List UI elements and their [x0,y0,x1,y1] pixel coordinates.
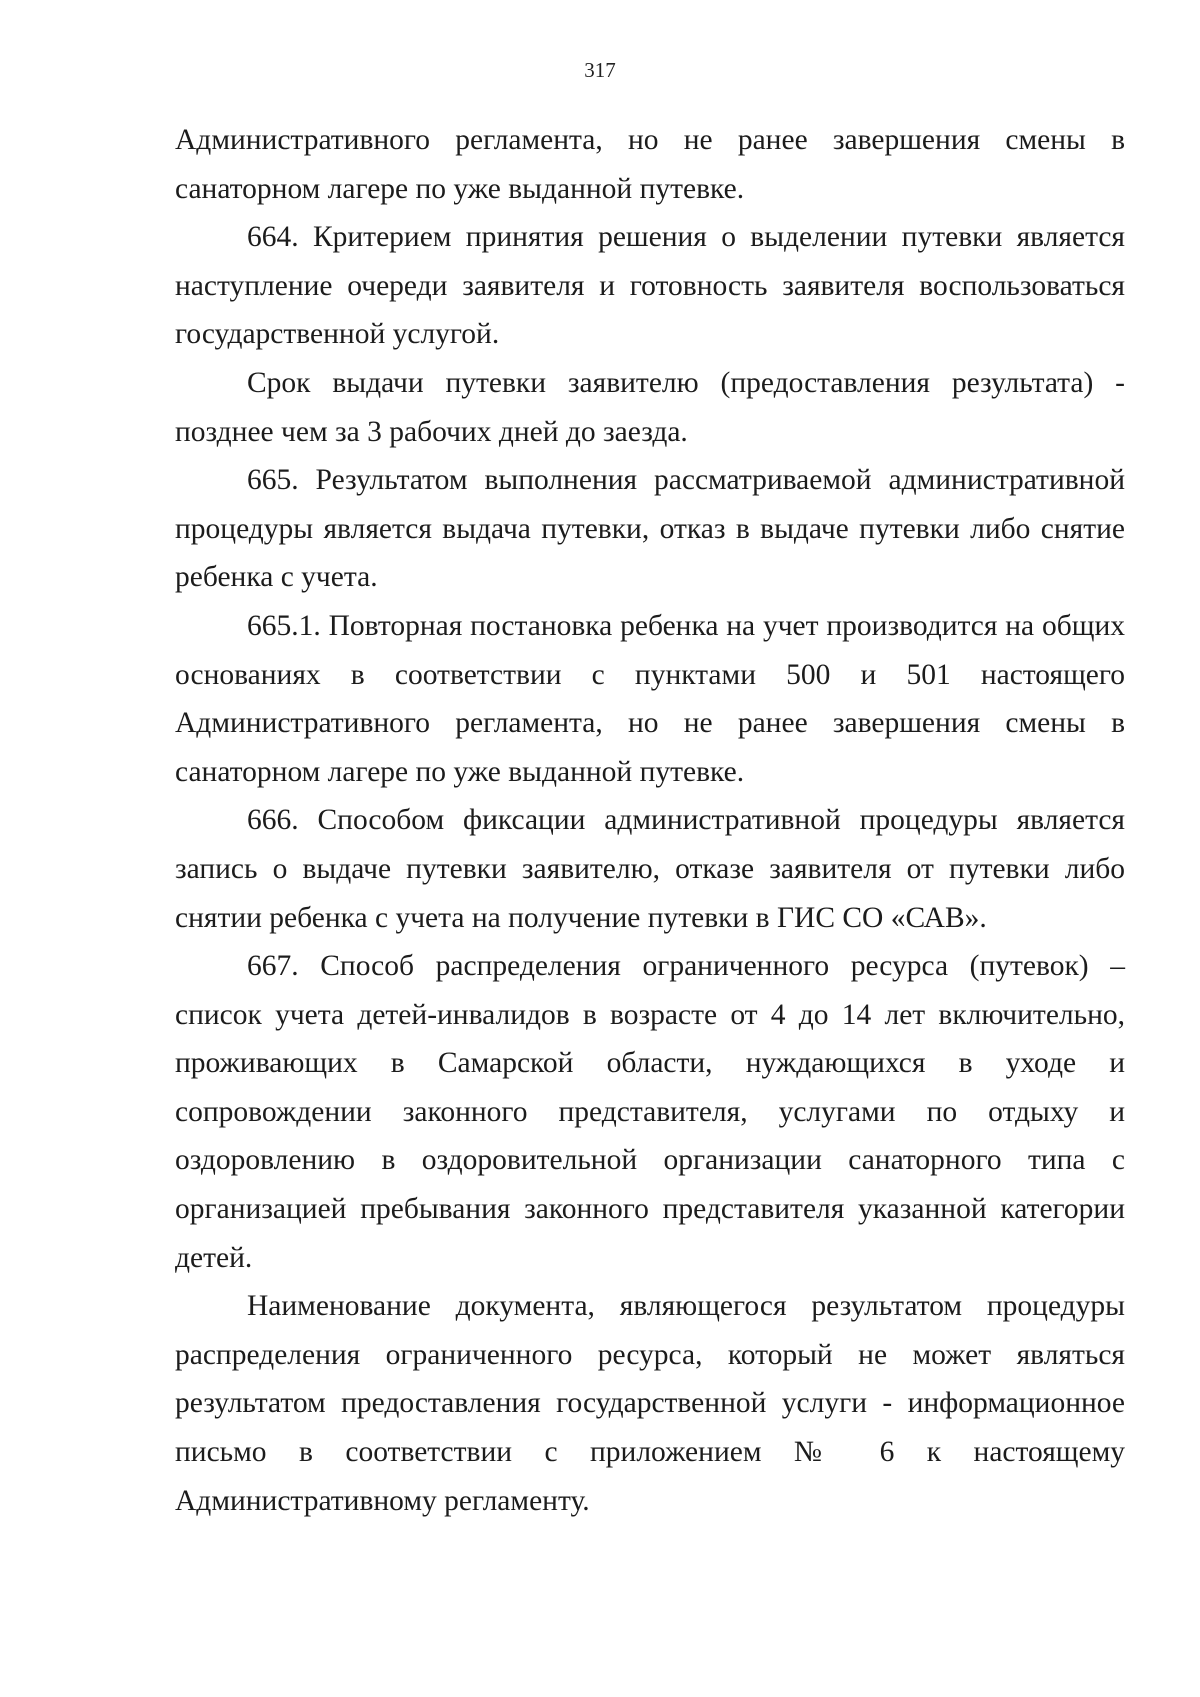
paragraph-664: 664. Критерием принятия решения о выделении путевки является наступление очереди заявителя и готовность заявителя воспользоваться государственной услугой. [175,221,1125,351]
paragraph-issue-deadline: Срок выдачи путевки заявителю (предоставления результата) - позднее чем за 3 рабочих дней до заезда. [175,366,1125,448]
paragraph-665-1: 665.1. Повторная постановка ребенка на учет производится на общих основаниях в соответствии с пунктами 500 и 501 настоящего Административного регламента, но не ранее завершения смены в санаторном лагере по уже выданной путевке. [175,609,1125,788]
paragraph-continuation: Административного регламента, но не ранее завершения смены в санаторном лагере по уже выданной путевке. [175,124,1125,205]
paragraph-667: 667. Способ распределения ограниченного ресурса (путевок) – список учета детей-инвалидов в возрасте от 4 до 14 лет включительно, проживающих в Самарской области, нуждающихся в уходе и сопровождении законного представителя, услугами по отдыху и оздоровлению в оздоровительной организации санаторного типа с организацией пребывания законного представителя указанной категории детей. [175,950,1125,1274]
document-body [175,116,1125,1525]
paragraph-document-name: Наименование документа, являющегося результатом процедуры распределения ограниченного ресурса, который не может являться результатом предоставления государственной услуги - информационное письмо в соответствии с приложением № 6 к настоящему Административному регламенту. [175,1290,1125,1517]
paragraph-666: 666. Способом фиксации административной процедуры является запись о выдаче путевки заявителю, отказе заявителя от путевки либо снятии ребенка с учета на получение путевки в ГИС СО «САВ». [175,804,1125,934]
page-number: 317 [584,58,616,82]
paragraph-665: 665. Результатом выполнения рассматриваемой административной процедуры является выдача путевки, отказ в выдаче путевки либо снятие ребенка с учета. [175,464,1125,594]
